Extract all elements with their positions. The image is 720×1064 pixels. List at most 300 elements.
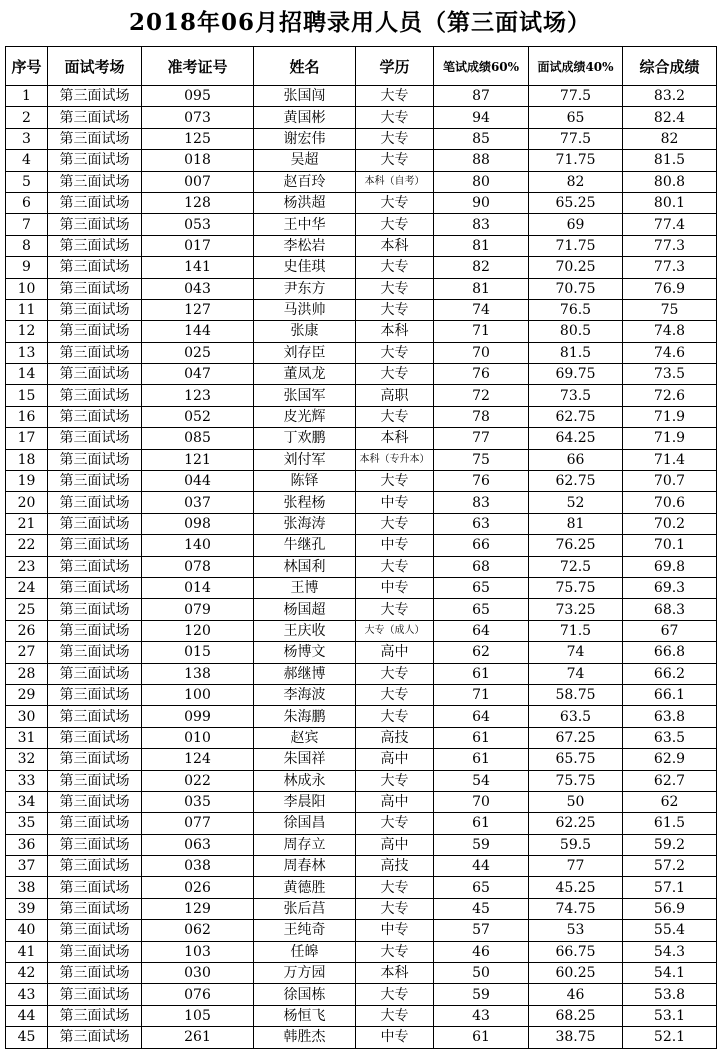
table-row [6, 128, 717, 149]
cell-index: 43 [6, 984, 48, 1005]
table-row [6, 1005, 717, 1026]
cell-name: 丁欢鹏 [254, 428, 356, 449]
cell-exam-room: 第三面试场 [48, 107, 142, 128]
table-row [6, 834, 717, 855]
cell-ticket-number: 144 [142, 321, 254, 342]
cell-written-score: 54 [434, 770, 529, 791]
cell-interview-score: 45.25 [529, 877, 623, 898]
cell-interview-score: 76.5 [529, 299, 623, 320]
cell-education: 大专 [356, 1005, 434, 1026]
cell-ticket-number: 105 [142, 1005, 254, 1026]
cell-written-score: 75 [434, 449, 529, 470]
cell-index: 41 [6, 941, 48, 962]
cell-name: 万方园 [254, 963, 356, 984]
cell-index: 24 [6, 577, 48, 598]
cell-ticket-number: 121 [142, 449, 254, 470]
cell-total-score: 53.1 [623, 1005, 717, 1026]
cell-ticket-number: 037 [142, 492, 254, 513]
cell-written-score: 61 [434, 663, 529, 684]
header-interview-score: 面试成绩40% [529, 47, 623, 86]
table-row [6, 941, 717, 962]
cell-education: 本科 [356, 428, 434, 449]
cell-ticket-number: 125 [142, 128, 254, 149]
cell-interview-score: 82 [529, 171, 623, 192]
cell-exam-room: 第三面试场 [48, 1027, 142, 1048]
cell-index: 28 [6, 663, 48, 684]
header-exam-room: 面试考场 [48, 47, 142, 86]
cell-total-score: 62.9 [623, 749, 717, 770]
cell-interview-score: 38.75 [529, 1027, 623, 1048]
table-row [6, 856, 717, 877]
cell-ticket-number: 062 [142, 920, 254, 941]
header-ticket-number: 准考证号 [142, 47, 254, 86]
cell-education: 高中 [356, 834, 434, 855]
cell-ticket-number: 077 [142, 813, 254, 834]
cell-education: 大专 [356, 86, 434, 107]
cell-ticket-number: 079 [142, 599, 254, 620]
cell-education: 大专 [356, 941, 434, 962]
table-row [6, 599, 717, 620]
cell-ticket-number: 035 [142, 791, 254, 812]
cell-total-score: 77.3 [623, 235, 717, 256]
results-table [5, 46, 717, 1049]
cell-total-score: 54.3 [623, 941, 717, 962]
cell-interview-score: 68.25 [529, 1005, 623, 1026]
cell-education: 高技 [356, 727, 434, 748]
cell-written-score: 57 [434, 920, 529, 941]
cell-index: 22 [6, 535, 48, 556]
cell-education: 大专 [356, 770, 434, 791]
cell-written-score: 64 [434, 620, 529, 641]
cell-ticket-number: 052 [142, 406, 254, 427]
cell-ticket-number: 103 [142, 941, 254, 962]
cell-name: 赵宾 [254, 727, 356, 748]
cell-interview-score: 74.75 [529, 898, 623, 919]
cell-interview-score: 46 [529, 984, 623, 1005]
cell-education: 大专 [356, 278, 434, 299]
table-row [6, 770, 717, 791]
cell-ticket-number: 017 [142, 235, 254, 256]
cell-total-score: 63.5 [623, 727, 717, 748]
cell-written-score: 94 [434, 107, 529, 128]
cell-written-score: 64 [434, 706, 529, 727]
cell-name: 张程杨 [254, 492, 356, 513]
cell-name: 刘存臣 [254, 342, 356, 363]
cell-index: 5 [6, 171, 48, 192]
table-row [6, 963, 717, 984]
header-total-score: 综合成绩 [623, 47, 717, 86]
cell-exam-room: 第三面试场 [48, 577, 142, 598]
cell-total-score: 66.8 [623, 642, 717, 663]
cell-exam-room: 第三面试场 [48, 791, 142, 812]
cell-index: 6 [6, 192, 48, 213]
cell-written-score: 46 [434, 941, 529, 962]
table-row [6, 86, 717, 107]
cell-exam-room: 第三面试场 [48, 1005, 142, 1026]
cell-name: 李海波 [254, 684, 356, 705]
cell-total-score: 75 [623, 299, 717, 320]
cell-written-score: 90 [434, 192, 529, 213]
cell-interview-score: 77 [529, 856, 623, 877]
cell-index: 13 [6, 342, 48, 363]
cell-education: 本科（专升本） [356, 449, 434, 470]
table-header-row [6, 47, 717, 86]
cell-written-score: 83 [434, 214, 529, 235]
cell-interview-score: 74 [529, 642, 623, 663]
cell-total-score: 54.1 [623, 963, 717, 984]
cell-index: 23 [6, 556, 48, 577]
cell-written-score: 70 [434, 342, 529, 363]
cell-interview-score: 72.5 [529, 556, 623, 577]
table-row [6, 642, 717, 663]
cell-education: 大专 [356, 556, 434, 577]
cell-index: 25 [6, 599, 48, 620]
cell-interview-score: 69 [529, 214, 623, 235]
table-row [6, 706, 717, 727]
cell-education: 大专 [356, 663, 434, 684]
cell-total-score: 71.4 [623, 449, 717, 470]
cell-index: 15 [6, 385, 48, 406]
cell-name: 杨洪超 [254, 192, 356, 213]
cell-index: 2 [6, 107, 48, 128]
cell-interview-score: 58.75 [529, 684, 623, 705]
cell-name: 吴超 [254, 150, 356, 171]
table-row [6, 920, 717, 941]
cell-index: 29 [6, 684, 48, 705]
table-row [6, 342, 717, 363]
cell-name: 韩胜杰 [254, 1027, 356, 1048]
cell-education: 大专 [356, 599, 434, 620]
cell-ticket-number: 007 [142, 171, 254, 192]
cell-name: 马洪帅 [254, 299, 356, 320]
cell-index: 32 [6, 749, 48, 770]
cell-interview-score: 66 [529, 449, 623, 470]
cell-name: 杨恒飞 [254, 1005, 356, 1026]
cell-interview-score: 52 [529, 492, 623, 513]
cell-ticket-number: 038 [142, 856, 254, 877]
cell-interview-score: 59.5 [529, 834, 623, 855]
cell-index: 19 [6, 471, 48, 492]
table-row [6, 321, 717, 342]
cell-index: 10 [6, 278, 48, 299]
cell-index: 31 [6, 727, 48, 748]
cell-interview-score: 65 [529, 107, 623, 128]
cell-total-score: 82.4 [623, 107, 717, 128]
table-row [6, 535, 717, 556]
cell-exam-room: 第三面试场 [48, 257, 142, 278]
cell-total-score: 52.1 [623, 1027, 717, 1048]
cell-index: 26 [6, 620, 48, 641]
cell-name: 杨国超 [254, 599, 356, 620]
table-row [6, 577, 717, 598]
cell-total-score: 70.2 [623, 513, 717, 534]
cell-written-score: 82 [434, 257, 529, 278]
table-row [6, 813, 717, 834]
table-row [6, 727, 717, 748]
cell-written-score: 61 [434, 727, 529, 748]
cell-name: 黄德胜 [254, 877, 356, 898]
cell-exam-room: 第三面试场 [48, 235, 142, 256]
cell-index: 38 [6, 877, 48, 898]
cell-education: 中专 [356, 920, 434, 941]
cell-name: 史佳琪 [254, 257, 356, 278]
cell-total-score: 74.6 [623, 342, 717, 363]
cell-interview-score: 74 [529, 663, 623, 684]
cell-total-score: 83.2 [623, 86, 717, 107]
cell-education: 大专 [356, 471, 434, 492]
cell-education: 本科（自考） [356, 171, 434, 192]
table-row [6, 984, 717, 1005]
cell-education: 高中 [356, 642, 434, 663]
cell-written-score: 45 [434, 898, 529, 919]
cell-total-score: 59.2 [623, 834, 717, 855]
cell-name: 林国利 [254, 556, 356, 577]
cell-written-score: 80 [434, 171, 529, 192]
cell-exam-room: 第三面试场 [48, 898, 142, 919]
cell-exam-room: 第三面试场 [48, 684, 142, 705]
cell-exam-room: 第三面试场 [48, 535, 142, 556]
cell-exam-room: 第三面试场 [48, 920, 142, 941]
cell-exam-room: 第三面试场 [48, 471, 142, 492]
cell-interview-score: 62.75 [529, 471, 623, 492]
table-body [6, 86, 717, 1049]
cell-interview-score: 77.5 [529, 86, 623, 107]
cell-interview-score: 65.75 [529, 749, 623, 770]
cell-total-score: 71.9 [623, 428, 717, 449]
cell-exam-room: 第三面试场 [48, 321, 142, 342]
cell-exam-room: 第三面试场 [48, 813, 142, 834]
cell-index: 21 [6, 513, 48, 534]
cell-total-score: 76.9 [623, 278, 717, 299]
cell-name: 李晨阳 [254, 791, 356, 812]
table-row [6, 406, 717, 427]
cell-exam-room: 第三面试场 [48, 556, 142, 577]
cell-name: 王纯奇 [254, 920, 356, 941]
cell-total-score: 80.8 [623, 171, 717, 192]
cell-ticket-number: 053 [142, 214, 254, 235]
cell-written-score: 72 [434, 385, 529, 406]
cell-education: 大专 [356, 299, 434, 320]
cell-name: 张海涛 [254, 513, 356, 534]
cell-ticket-number: 010 [142, 727, 254, 748]
cell-exam-room: 第三面试场 [48, 492, 142, 513]
cell-total-score: 67 [623, 620, 717, 641]
cell-written-score: 65 [434, 877, 529, 898]
cell-education: 大专 [356, 150, 434, 171]
cell-index: 30 [6, 706, 48, 727]
cell-ticket-number: 022 [142, 770, 254, 791]
cell-education: 大专 [356, 706, 434, 727]
cell-education: 大专 [356, 257, 434, 278]
cell-education: 高技 [356, 856, 434, 877]
cell-ticket-number: 099 [142, 706, 254, 727]
cell-exam-room: 第三面试场 [48, 150, 142, 171]
cell-education: 大专 [356, 406, 434, 427]
table-row [6, 513, 717, 534]
cell-education: 大专 [356, 513, 434, 534]
cell-exam-room: 第三面试场 [48, 214, 142, 235]
table-row [6, 877, 717, 898]
cell-index: 39 [6, 898, 48, 919]
cell-total-score: 77.3 [623, 257, 717, 278]
cell-exam-room: 第三面试场 [48, 770, 142, 791]
cell-written-score: 81 [434, 235, 529, 256]
cell-ticket-number: 063 [142, 834, 254, 855]
cell-interview-score: 70.25 [529, 257, 623, 278]
cell-name: 张后莒 [254, 898, 356, 919]
table-row [6, 684, 717, 705]
cell-index: 40 [6, 920, 48, 941]
cell-interview-score: 81 [529, 513, 623, 534]
cell-written-score: 66 [434, 535, 529, 556]
cell-total-score: 63.8 [623, 706, 717, 727]
cell-index: 20 [6, 492, 48, 513]
cell-name: 林成永 [254, 770, 356, 791]
cell-ticket-number: 128 [142, 192, 254, 213]
cell-exam-room: 第三面试场 [48, 364, 142, 385]
table-row [6, 171, 717, 192]
cell-education: 高中 [356, 791, 434, 812]
cell-total-score: 72.6 [623, 385, 717, 406]
cell-index: 3 [6, 128, 48, 149]
cell-interview-score: 62.75 [529, 406, 623, 427]
cell-education: 大专 [356, 128, 434, 149]
cell-exam-room: 第三面试场 [48, 877, 142, 898]
cell-index: 1 [6, 86, 48, 107]
cell-ticket-number: 026 [142, 877, 254, 898]
table-row [6, 620, 717, 641]
cell-education: 大专 [356, 214, 434, 235]
cell-education: 中专 [356, 535, 434, 556]
cell-ticket-number: 140 [142, 535, 254, 556]
header-written-score: 笔试成绩60% [434, 47, 529, 86]
cell-index: 14 [6, 364, 48, 385]
cell-exam-room: 第三面试场 [48, 385, 142, 406]
page-title: 2018年06月招聘录用人员（第三面试场） [128, 9, 592, 36]
cell-interview-score: 69.75 [529, 364, 623, 385]
cell-index: 9 [6, 257, 48, 278]
cell-exam-room: 第三面试场 [48, 428, 142, 449]
cell-total-score: 66.2 [623, 663, 717, 684]
cell-exam-room: 第三面试场 [48, 856, 142, 877]
cell-exam-room: 第三面试场 [48, 278, 142, 299]
cell-education: 中专 [356, 1027, 434, 1048]
cell-name: 任皞 [254, 941, 356, 962]
cell-exam-room: 第三面试场 [48, 299, 142, 320]
cell-ticket-number: 261 [142, 1027, 254, 1048]
cell-written-score: 68 [434, 556, 529, 577]
cell-interview-score: 53 [529, 920, 623, 941]
cell-interview-score: 71.5 [529, 620, 623, 641]
cell-index: 8 [6, 235, 48, 256]
cell-ticket-number: 025 [142, 342, 254, 363]
cell-exam-room: 第三面试场 [48, 342, 142, 363]
cell-index: 12 [6, 321, 48, 342]
cell-written-score: 65 [434, 599, 529, 620]
cell-ticket-number: 123 [142, 385, 254, 406]
cell-interview-score: 65.25 [529, 192, 623, 213]
cell-total-score: 82 [623, 128, 717, 149]
table-row [6, 791, 717, 812]
table-row [6, 471, 717, 492]
cell-total-score: 55.4 [623, 920, 717, 941]
cell-education: 大专 [356, 898, 434, 919]
cell-written-score: 70 [434, 791, 529, 812]
cell-interview-score: 62.25 [529, 813, 623, 834]
table-row [6, 449, 717, 470]
cell-total-score: 61.5 [623, 813, 717, 834]
cell-interview-score: 77.5 [529, 128, 623, 149]
cell-total-score: 73.5 [623, 364, 717, 385]
cell-name: 牛继孔 [254, 535, 356, 556]
cell-education: 大专 [356, 684, 434, 705]
cell-index: 27 [6, 642, 48, 663]
cell-exam-room: 第三面试场 [48, 984, 142, 1005]
cell-ticket-number: 078 [142, 556, 254, 577]
cell-education: 大专 [356, 813, 434, 834]
cell-education: 中专 [356, 577, 434, 598]
cell-written-score: 83 [434, 492, 529, 513]
cell-index: 34 [6, 791, 48, 812]
cell-written-score: 62 [434, 642, 529, 663]
cell-education: 本科 [356, 963, 434, 984]
table-row [6, 299, 717, 320]
cell-total-score: 74.8 [623, 321, 717, 342]
table-row [6, 235, 717, 256]
cell-index: 33 [6, 770, 48, 791]
cell-education: 大专 [356, 342, 434, 363]
cell-exam-room: 第三面试场 [48, 86, 142, 107]
cell-ticket-number: 095 [142, 86, 254, 107]
cell-education: 本科 [356, 235, 434, 256]
cell-total-score: 70.6 [623, 492, 717, 513]
cell-name: 徐国昌 [254, 813, 356, 834]
cell-exam-room: 第三面试场 [48, 706, 142, 727]
cell-ticket-number: 124 [142, 749, 254, 770]
cell-index: 45 [6, 1027, 48, 1048]
cell-interview-score: 73.25 [529, 599, 623, 620]
cell-name: 朱国祥 [254, 749, 356, 770]
cell-interview-score: 67.25 [529, 727, 623, 748]
cell-exam-room: 第三面试场 [48, 599, 142, 620]
cell-written-score: 59 [434, 984, 529, 1005]
cell-name: 董凤龙 [254, 364, 356, 385]
cell-index: 17 [6, 428, 48, 449]
cell-name: 刘付军 [254, 449, 356, 470]
table-row [6, 556, 717, 577]
cell-total-score: 62 [623, 791, 717, 812]
cell-name: 黄国彬 [254, 107, 356, 128]
table-row [6, 150, 717, 171]
cell-exam-room: 第三面试场 [48, 171, 142, 192]
cell-index: 4 [6, 150, 48, 171]
cell-written-score: 43 [434, 1005, 529, 1026]
cell-written-score: 50 [434, 963, 529, 984]
cell-ticket-number: 030 [142, 963, 254, 984]
cell-index: 36 [6, 834, 48, 855]
table-row [6, 278, 717, 299]
cell-interview-score: 71.75 [529, 235, 623, 256]
cell-name: 张国闯 [254, 86, 356, 107]
table-row [6, 385, 717, 406]
cell-written-score: 76 [434, 364, 529, 385]
cell-ticket-number: 076 [142, 984, 254, 1005]
cell-written-score: 76 [434, 471, 529, 492]
header-education: 学历 [356, 47, 434, 86]
cell-ticket-number: 141 [142, 257, 254, 278]
cell-exam-room: 第三面试场 [48, 834, 142, 855]
cell-written-score: 59 [434, 834, 529, 855]
